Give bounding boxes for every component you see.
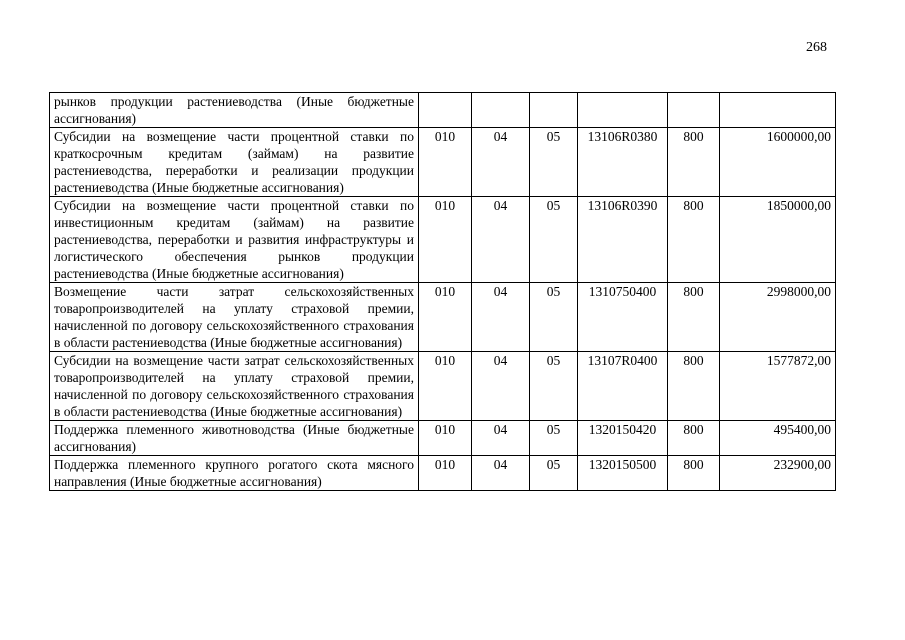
expense-type-code: 800 <box>668 283 720 352</box>
ministry-code <box>419 93 472 128</box>
subsection-code: 05 <box>530 352 578 421</box>
subsection-code <box>530 93 578 128</box>
ministry-code: 010 <box>419 283 472 352</box>
table-row <box>50 128 836 197</box>
subsection-code: 05 <box>530 283 578 352</box>
target-article-code: 1310750400 <box>578 283 668 352</box>
subsection-code: 05 <box>530 456 578 491</box>
expense-type-code: 800 <box>668 197 720 283</box>
expense-type-code <box>668 93 720 128</box>
target-article-code: 13106R0380 <box>578 128 668 197</box>
table-row <box>50 352 836 421</box>
expense-type-code: 800 <box>668 421 720 456</box>
expense-type-code: 800 <box>668 128 720 197</box>
ministry-code: 010 <box>419 421 472 456</box>
amount: 232900,00 <box>720 456 836 491</box>
row-description: Субсидии на возмещение части процентной ставки по краткосрочным кредитам (займам) на развитие растениеводства, переработки и реализации продукции растениеводства (Иные бюджетные ассигнования) <box>50 128 419 197</box>
subsection-code: 05 <box>530 197 578 283</box>
row-description: Возмещение части затрат сельскохозяйственных товаропроизводителей на уплату страховой премии, начисленной по договору сельскохозяйственного страхования в области растениеводства (Иные бюджетные ассигнования) <box>50 283 419 352</box>
row-description: Поддержка племенного животноводства (Иные бюджетные ассигнования) <box>50 421 419 456</box>
section-code: 04 <box>472 197 530 283</box>
ministry-code: 010 <box>419 128 472 197</box>
table-row <box>50 197 836 283</box>
row-description: Субсидии на возмещение части процентной ставки по инвестиционным кредитам (займам) на развитие растениеводства, переработки и развития инфраструктуры и логистического обеспечения рынков продукции растениеводства (Иные бюджетные ассигнования) <box>50 197 419 283</box>
expense-type-code: 800 <box>668 352 720 421</box>
table-row <box>50 421 836 456</box>
section-code: 04 <box>472 456 530 491</box>
ministry-code: 010 <box>419 352 472 421</box>
target-article-code <box>578 93 668 128</box>
section-code: 04 <box>472 421 530 456</box>
section-code: 04 <box>472 283 530 352</box>
row-description: Субсидии на возмещение части затрат сельскохозяйственных товаропроизводителей на уплату страховой премии, начисленной по договору сельскохозяйственного страхования в области растениеводства (Иные бюджетные ассигнования) <box>50 352 419 421</box>
section-code <box>472 93 530 128</box>
subsection-code: 05 <box>530 128 578 197</box>
table-row <box>50 456 836 491</box>
section-code: 04 <box>472 128 530 197</box>
table-row <box>50 283 836 352</box>
budget-table <box>49 92 836 491</box>
target-article-code: 1320150420 <box>578 421 668 456</box>
target-article-code: 13107R0400 <box>578 352 668 421</box>
ministry-code: 010 <box>419 197 472 283</box>
row-description: рынков продукции растениеводства (Иные бюджетные ассигнования) <box>50 93 419 128</box>
subsection-code: 05 <box>530 421 578 456</box>
row-description: Поддержка племенного крупного рогатого скота мясного направления (Иные бюджетные ассигнования) <box>50 456 419 491</box>
section-code: 04 <box>472 352 530 421</box>
table-row <box>50 93 836 128</box>
target-article-code: 1320150500 <box>578 456 668 491</box>
amount: 1850000,00 <box>720 197 836 283</box>
page-number: 268 <box>806 40 827 55</box>
expense-type-code: 800 <box>668 456 720 491</box>
amount: 1600000,00 <box>720 128 836 197</box>
amount: 495400,00 <box>720 421 836 456</box>
amount: 2998000,00 <box>720 283 836 352</box>
amount: 1577872,00 <box>720 352 836 421</box>
target-article-code: 13106R0390 <box>578 197 668 283</box>
ministry-code: 010 <box>419 456 472 491</box>
amount <box>720 93 836 128</box>
